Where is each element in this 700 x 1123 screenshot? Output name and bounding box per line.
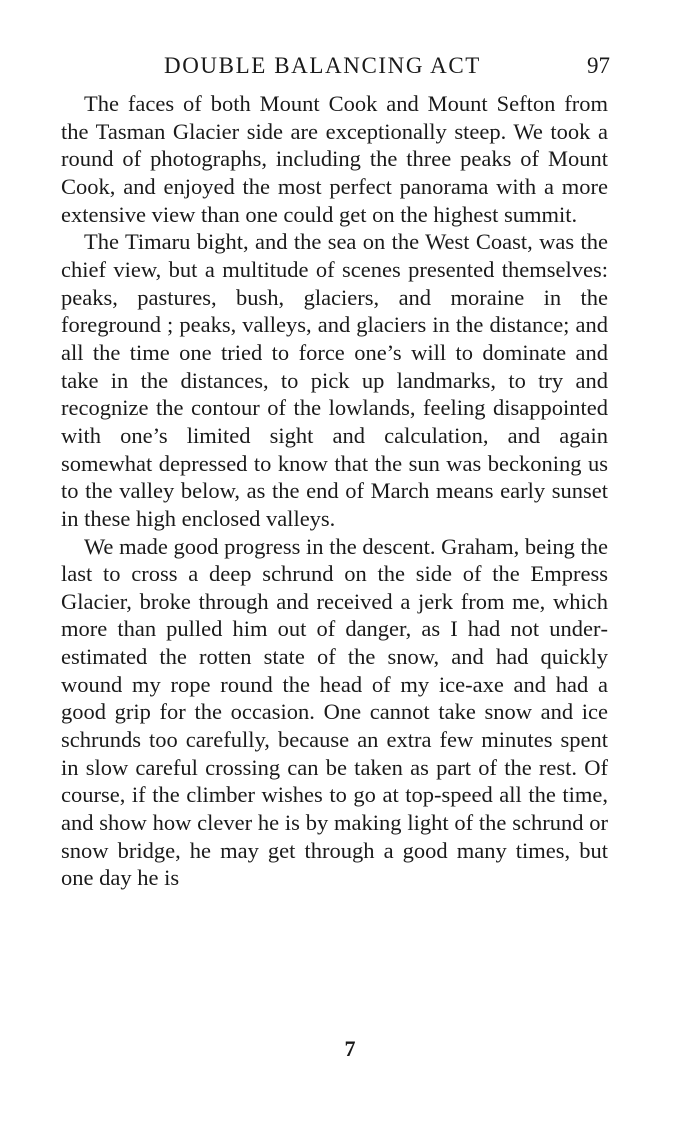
page-number: 97 (587, 53, 610, 78)
paragraph-2: The Timaru bight, and the sea on the West Coast, was the chief view, but a multitude of scenes presented themselves: peaks, pastures, bush, glaciers, and moraine in the foreground ; peaks, valleys, and glaciers in the distance; and all the time one tried to force one’s will to dominate and take in the distances, to pick up landmarks, to try and recognize the contour of the lowlands, feeling disappointed with one’s limited sight and calculation, and again somewhat depressed to know that the sun was beckoning us to the valley below, as the end of March means early sunset in these high enclosed valleys. (61, 229, 608, 531)
signature-mark: 7 (344, 1036, 356, 1061)
body-text (61, 90, 608, 892)
paragraph-1: The faces of both Mount Cook and Mount Sefton from the Tasman Glacier side are exceptionally steep. We took a round of photographs, including the three peaks of Mount Cook, and enjoyed the most perfect panorama with a more extensive view than one could get on the highest summit. (61, 91, 608, 227)
paragraph-3: We made good progress in the descent. Graham, being the last to cross a deep schrund on the side of the Empress Glacier, broke through and received a jerk from me, which more than pulled him out of danger, as I had not underestimated the rotten state of the snow, and had quickly wound my rope round the head of my ice-axe and had a good grip for the occasion. One cannot take snow and ice schrunds too carefully, because an extra few minutes spent in slow careful crossing can be taken as part of the rest. Of course, if the climber wishes to go at top-speed all the time, and show how clever he is by making light of the schrund or snow bridge, he may get through a good many times, but one day he is (61, 533, 608, 891)
running-head (58, 51, 610, 81)
running-title: DOUBLE BALANCING ACT (164, 53, 481, 78)
